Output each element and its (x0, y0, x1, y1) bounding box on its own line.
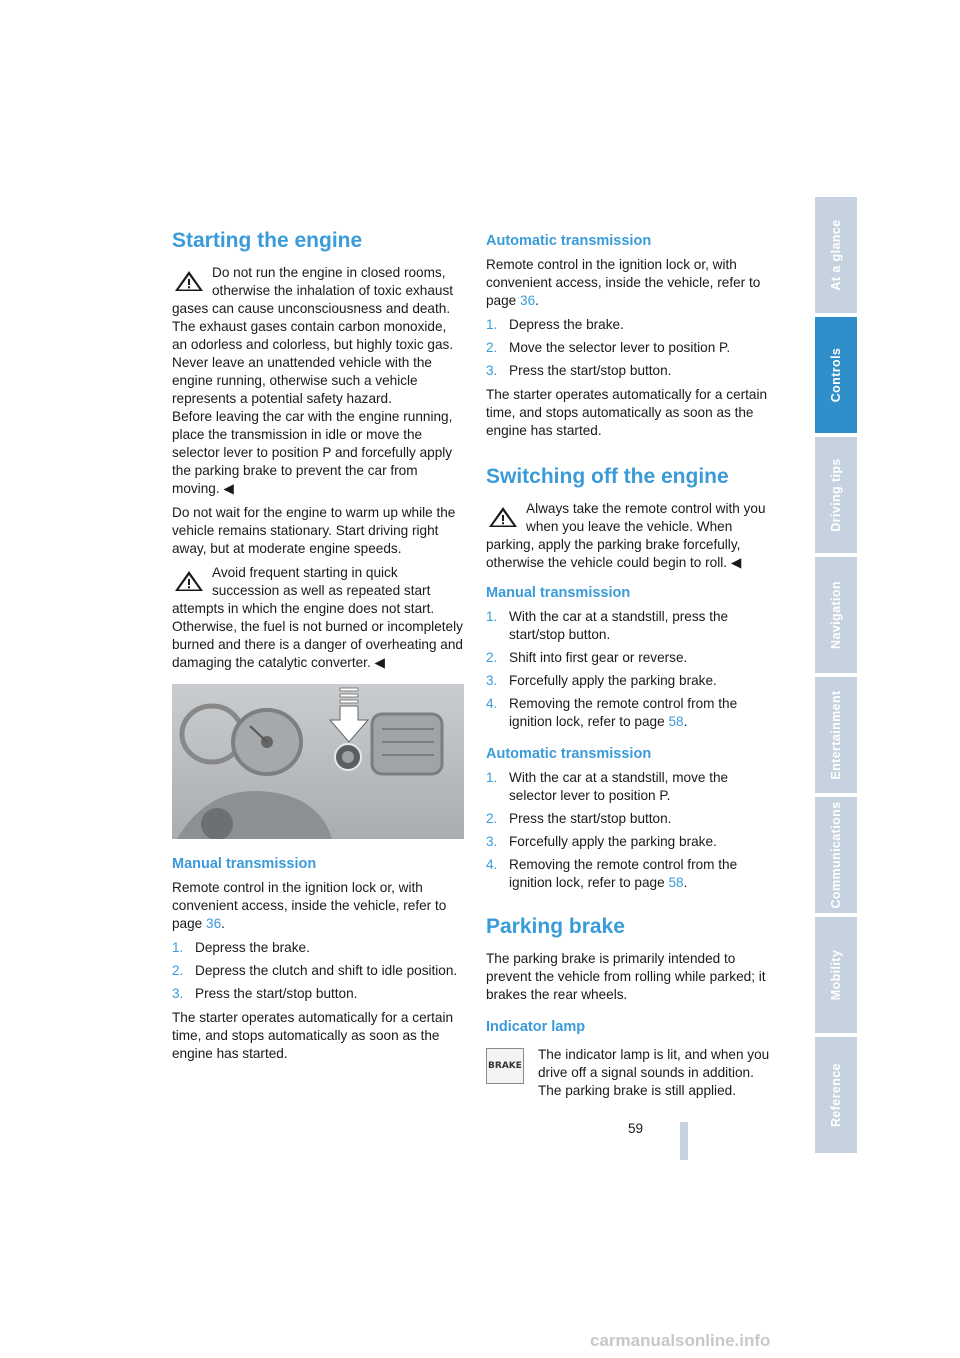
start-stop-button-photo (172, 684, 464, 839)
chapter-tabs (815, 197, 857, 1157)
tab-at-a-glance[interactable]: At a glance (815, 197, 857, 313)
tab-driving-tips[interactable]: Driving tips (815, 437, 857, 553)
list-item: 3. Forcefully apply the parking brake. (486, 834, 717, 849)
dashboard-illustration (172, 684, 464, 839)
manual-outro: The starter operates automatically for a certain time, and stops automatically as soon as the engine has started. (172, 1010, 454, 1061)
page-number: 59 (628, 1121, 644, 1136)
tab-controls[interactable]: Controls (815, 317, 857, 433)
warning-exhaust (172, 264, 464, 498)
list-item: 2. Press the start/stop button. (486, 811, 672, 826)
list-item: 2. Move the selector lever to position P. (486, 340, 731, 355)
left-column (172, 228, 464, 1069)
section-title-parking-brake: Parking brake (486, 915, 625, 938)
auto-off-heading: Automatic transmission (486, 746, 652, 762)
right-column (486, 228, 778, 1106)
warning-triangle-icon (174, 270, 204, 292)
warning-remote-control (486, 500, 778, 572)
indicator-lamp-block (486, 1042, 778, 1100)
tab-mobility[interactable]: Mobility (815, 917, 857, 1033)
list-item: 3. Press the start/stop button. (486, 363, 672, 378)
section-title-switching-off: Switching off the engine (486, 465, 729, 488)
indicator-lamp-heading: Indicator lamp (486, 1019, 586, 1035)
auto-outro: The starter operates automatically for a certain time, and stops automatically as soon as the engine has started. (486, 387, 768, 438)
warning-frequent-start-text: Avoid frequent starting in quick succession as well as repeated start attempts in which the engine does not start. Otherwise, the fuel is not burned or incompletely burned and there is a danger of overheating and damaging the catalytic converter. (172, 565, 463, 670)
list-item: 1. Depress the brake. (486, 317, 624, 332)
parking-brake-text: The parking brake is primarily intended to prevent the vehicle from rolling while parked; it brakes the rear wheels. (486, 951, 766, 1002)
list-item: 1. Depress the brake. (172, 940, 310, 955)
tab-navigation[interactable]: Navigation (815, 557, 857, 673)
list-item: 4. Removing the remote control from the ignition lock, refer to page 58. (486, 696, 738, 729)
brake-indicator-icon: BRAKE (486, 1048, 524, 1084)
warning-remote-control-text: Always take the remote control with you when you leave the vehicle. When parking, apply the parking brake forcefully, otherwise the vehicle could begin to roll. (486, 501, 766, 570)
list-item: 1. With the car at a standstill, press the start/stop button. (486, 609, 729, 642)
tab-reference[interactable]: Reference (815, 1037, 857, 1153)
tab-communications[interactable]: Communications (815, 797, 857, 913)
manual-off-steps (486, 608, 778, 731)
auto-intro: Remote control in the ignition lock or, with convenient access, inside the vehicle, refer to page 36. (486, 257, 761, 308)
section-title-starting: Starting the engine (172, 229, 363, 252)
warm-up-paragraph: Do not wait for the engine to warm up while the vehicle remains stationary. Start driving right away, but at moderate engine speeds. (172, 505, 456, 556)
automatic-transmission-heading: Automatic transmission (486, 233, 652, 249)
warning-frequent-start (172, 564, 464, 672)
manual-off-heading: Manual transmission (486, 585, 631, 601)
auto-start-steps (486, 316, 778, 380)
end-mark: ◀ (730, 555, 742, 570)
manual-transmission-heading: Manual transmission (172, 856, 317, 872)
end-mark: ◀ (374, 655, 385, 670)
tab-entertainment[interactable]: Entertainment (815, 677, 857, 793)
list-item: 2. Shift into first gear or reverse. (486, 650, 688, 665)
manual-intro: Remote control in the ignition lock or, with convenient access, inside the vehicle, refer to page 36. (172, 880, 447, 931)
warning-triangle-icon (488, 506, 518, 528)
warning-exhaust-text-2: Before leaving the car with the engine running, place the transmission in idle or move the selector lever to position P and forcefully apply the parking brake to prevent the car from moving. (172, 409, 453, 496)
warning-exhaust-text: Do not run the engine in closed rooms, otherwise the inhalation of toxic exhaust gases can cause unconsciousness and death. The exhaust gases contain carbon monoxide, an odorless and colorless, but highly toxic gas. Never leave an unattended vehicle with the engine running, otherwise such a vehicle represents a potential safety hazard. (172, 265, 454, 406)
page-link[interactable]: 36 (520, 293, 536, 308)
page-number-bar (680, 1122, 688, 1160)
watermark: carmanualsonline.info (590, 1331, 771, 1350)
page-link[interactable]: 36 (206, 916, 222, 931)
manual-start-steps (172, 939, 464, 1003)
list-item: 3. Press the start/stop button. (172, 986, 358, 1001)
page-link[interactable]: 58 (668, 714, 684, 729)
end-mark: ◀ (223, 481, 234, 496)
auto-off-steps (486, 769, 778, 892)
indicator-lamp-text: The indicator lamp is lit, and when you drive off a signal sounds in addition. The parking brake is still applied. (538, 1047, 770, 1098)
list-item: 3. Forcefully apply the parking brake. (486, 673, 717, 688)
list-item: 2. Depress the clutch and shift to idle position. (172, 963, 458, 978)
warning-triangle-icon (174, 570, 204, 592)
list-item: 4. Removing the remote control from the ignition lock, refer to page 58. (486, 857, 738, 890)
list-item: 1. With the car at a standstill, move the selector lever to position P. (486, 770, 729, 803)
page-link[interactable]: 58 (668, 875, 684, 890)
